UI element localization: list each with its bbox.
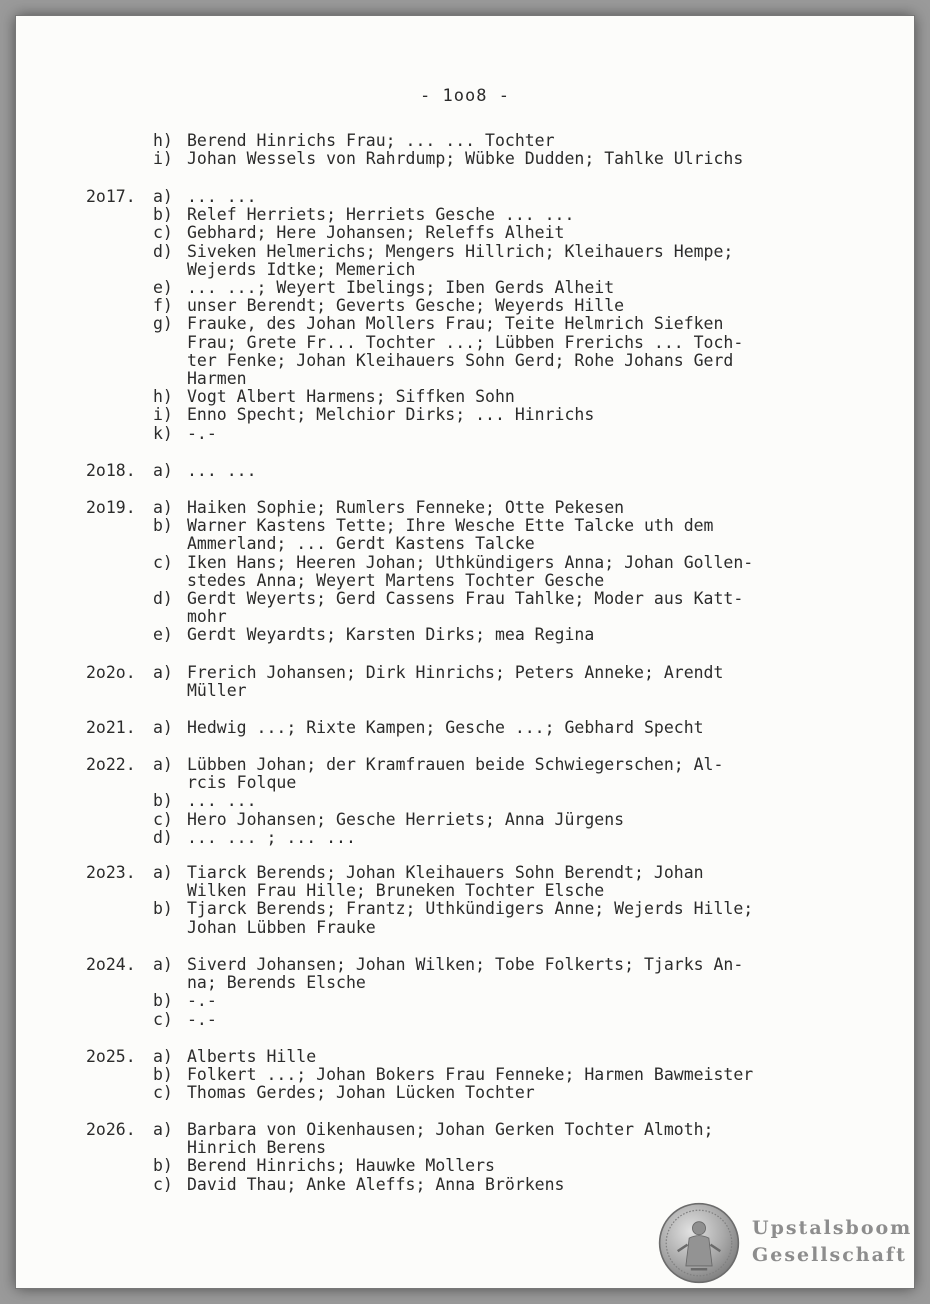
entry-text-line: Johan Wessels von Rahrdump; Wübke Dudden; Tahlke Ulrichs [187, 149, 744, 169]
entry-number: 2o25. [86, 1047, 136, 1066]
item-label: a) [153, 663, 173, 682]
entry-text-line: Harmen [187, 369, 247, 388]
entry-number: 2o23. [86, 863, 136, 882]
item-label: a) [153, 955, 173, 974]
item-label: a) [153, 1120, 173, 1139]
entry-text-line: Lübben Johan; der Kramfrauen beide Schwiegerschen; Al- [187, 755, 724, 774]
item-label: a) [153, 755, 173, 774]
item-label: a) [153, 498, 173, 517]
entry-text-line: Relef Herriets; Herriets Gesche ... ... [187, 205, 575, 225]
entry-text-line: Wilken Frau Hille; Bruneken Tochter Elsche [187, 881, 605, 901]
entry-text-line: Barbara von Oikenhausen; Johan Gerken Tochter Almoth; [187, 1120, 714, 1139]
entry-text-line: Siveken Helmerichs; Mengers Hillrich; Kleihauers Hempe; [187, 241, 734, 261]
entry-text-line: rcis Folque [187, 773, 297, 793]
item-label: a) [153, 461, 173, 480]
entry-text-line: Frau; Grete Fr... Tochter ...; Lübben Frerichs ... Toch- [187, 332, 744, 352]
entry-text-line: Frerich Johansen; Dirk Hinrichs; Peters Anneke; Arendt [187, 663, 724, 682]
entry-text-line: Siverd Johansen; Johan Wilken; Tobe Folkerts; Tjarks An- [187, 955, 744, 974]
entry-text-line: Hero Johansen; Gesche Herriets; Anna Jürgens [187, 809, 625, 829]
entry-text-line: Wejerds Idtke; Memerich [187, 259, 416, 279]
entry-text-line: Berend Hinrichs; Hauwke Mollers [187, 1156, 495, 1176]
item-label: c) [153, 809, 173, 829]
entry-text-line: Alberts Hille [187, 1047, 317, 1066]
entry-number: 2o18. [86, 461, 136, 480]
entry-text-line: Iken Hans; Heeren Johan; Uthkündigers Anna; Johan Gollen- [187, 552, 754, 572]
item-label: b) [153, 1156, 173, 1176]
entry-text-line: ter Fenke; Johan Kleihauers Sohn Gerd; Rohe Johans Gerd [187, 350, 734, 370]
item-label: k) [153, 423, 173, 443]
entry-text-line: stedes Anna; Weyert Martens Tochter Gesche [187, 570, 605, 590]
item-label: b) [153, 516, 173, 536]
entry-number: 2o26. [86, 1120, 136, 1139]
entry-text-line: Frauke, des Johan Mollers Frau; Teite Helmrich Siefken [187, 314, 724, 334]
entry-text-line: -.- [187, 423, 217, 443]
item-label: e) [153, 625, 173, 645]
item-label: b) [153, 205, 173, 225]
item-label: i) [153, 149, 173, 169]
item-label: c) [153, 552, 173, 572]
entry-text-line: Warner Kastens Tette; Ihre Wesche Ette Talcke uth dem [187, 516, 714, 536]
entry-text-line: Enno Specht; Melchior Dirks; ... Hinrichs [187, 405, 595, 425]
item-label: e) [153, 278, 173, 297]
entry-text-line: David Thau; Anke Aleffs; Anna Brörkens [187, 1174, 565, 1194]
item-label: h) [153, 387, 173, 407]
item-label: a) [153, 187, 173, 206]
item-label: i) [153, 405, 173, 425]
item-label: h) [153, 131, 173, 150]
entry-number: 2o24. [86, 955, 136, 974]
entry-text-line: Gebhard; Here Johansen; Releffs Alheit [187, 223, 565, 243]
item-label: d) [153, 241, 173, 261]
item-label: b) [153, 791, 173, 811]
item-label: c) [153, 223, 173, 243]
entry-text-line: Tiarck Berends; Johan Kleihauers Sohn Berendt; Johan [187, 863, 704, 882]
entry-text-line: mohr [187, 607, 227, 627]
entry-text-line: -.- [187, 991, 217, 1011]
entry-number: 2o17. [86, 187, 136, 206]
entry-number: 2o2o. [86, 663, 136, 682]
entry-text-line: Thomas Gerdes; Johan Lücken Tochter [187, 1083, 535, 1103]
item-label: f) [153, 296, 173, 316]
entry-text-line: Müller [187, 681, 247, 701]
item-label: b) [153, 991, 173, 1011]
item-label: b) [153, 1065, 173, 1085]
entry-text-line: Ammerland; ... Gerdt Kastens Talcke [187, 534, 535, 554]
entry-text-line: ... ... [187, 791, 257, 811]
page-number: - 1oo8 - [420, 86, 510, 106]
entry-number: 2o22. [86, 755, 136, 774]
item-label: c) [153, 1083, 173, 1103]
item-label: b) [153, 899, 173, 919]
entry-text-line: ... ...; Weyert Ibelings; Iben Gerds Alheit [187, 278, 615, 297]
item-label: a) [153, 1047, 173, 1066]
entry-number: 2o19. [86, 498, 136, 517]
document-page [16, 16, 914, 1288]
item-label: c) [153, 1174, 173, 1194]
publisher-logo [752, 1215, 912, 1269]
logo-line-1: Upstalsboom [752, 1217, 913, 1239]
item-label: d) [153, 827, 173, 847]
logo-line-2: Gesellschaft [752, 1244, 907, 1266]
entry-text-line: ... ... [187, 187, 257, 206]
entry-text-line: -.- [187, 1009, 217, 1029]
entry-text-line: Johan Lübben Frauke [187, 917, 376, 937]
entry-text-line: na; Berends Elsche [187, 973, 366, 993]
item-label: a) [153, 863, 173, 882]
item-label: a) [153, 718, 173, 737]
entry-text-line: Gerdt Weyardts; Karsten Dirks; mea Regina [187, 625, 595, 645]
entry-text-line: ... ... [187, 461, 257, 480]
item-label: g) [153, 314, 173, 334]
entry-text-line: Vogt Albert Harmens; Siffken Sohn [187, 387, 515, 407]
entry-text-line: Gerdt Weyerts; Gerd Cassens Frau Tahlke; Moder aus Katt- [187, 589, 744, 608]
entry-text-line: Hinrich Berens [187, 1138, 327, 1158]
entry-text-line: Tjarck Berends; Frantz; Uthkündigers Anne; Wejerds Hille; [187, 899, 754, 919]
society-seal-icon [658, 1202, 740, 1284]
entry-text-line: Hedwig ...; Rixte Kampen; Gesche ...; Gebhard Specht [187, 718, 704, 737]
entry-text-line: Folkert ...; Johan Bokers Frau Fenneke; Harmen Bawmeister [187, 1065, 754, 1085]
item-label: d) [153, 589, 173, 608]
item-label: c) [153, 1009, 173, 1029]
entry-text-line: Berend Hinrichs Frau; ... ... Tochter [187, 131, 555, 150]
entry-text-line: unser Berendt; Geverts Gesche; Weyerds Hille [187, 296, 625, 316]
entry-text-line: ... ... ; ... ... [187, 827, 356, 847]
entry-text-line: Haiken Sophie; Rumlers Fenneke; Otte Pekesen [187, 498, 625, 517]
entry-number: 2o21. [86, 718, 136, 737]
